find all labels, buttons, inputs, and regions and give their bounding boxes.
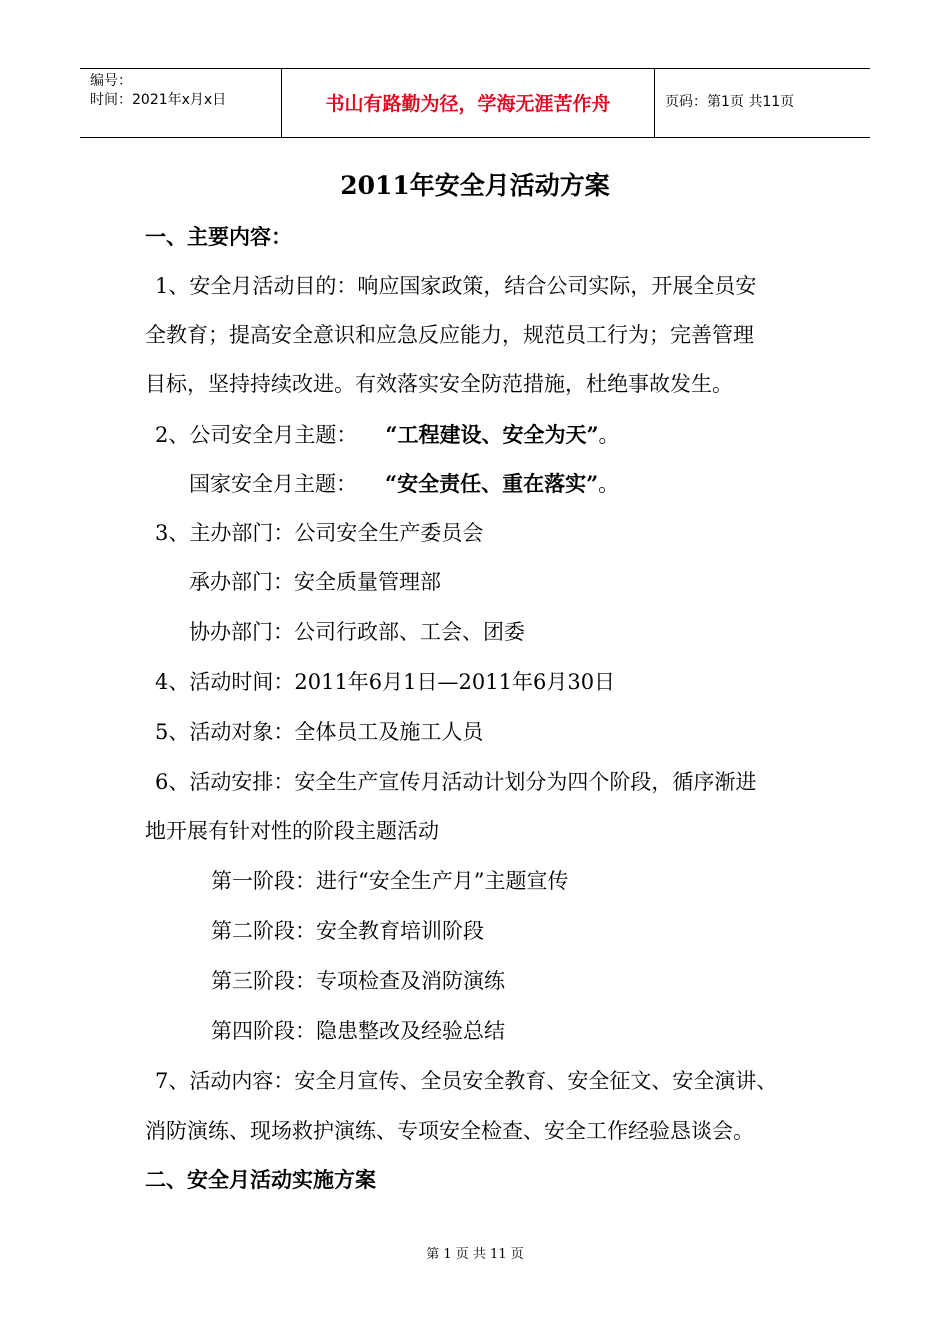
national-theme-row [189, 469, 619, 499]
item7-line1: 7、活动内容：安全月宣传、全员安全教育、安全征文、安全演讲、 [155, 1069, 778, 1093]
item2-label: 2、公司安全月主题： [155, 423, 358, 447]
item3-host: 3、主办部门：公司安全生产委员会 [155, 521, 484, 545]
item7-line2: 消防演练、现场救护演练、专项安全检查、安全工作经验恳谈会。 [145, 1119, 754, 1143]
header-meta-cell [80, 69, 282, 137]
item1-line3: 目标，坚持持续改进。有效落实安全防范措施，杜绝事故发生。 [145, 372, 733, 396]
item3-assist: 协办部门：公司行政部、工会、团委 [189, 620, 525, 644]
item2-theme: “工程建设、安全为天” [385, 422, 599, 447]
header-page-cell [655, 69, 870, 137]
time-label: 时间：2021年x月x日 [90, 92, 227, 108]
motto-text: 书山有路勤为径，学海无涯苦作舟 [325, 93, 611, 115]
page-header [80, 68, 870, 138]
phase1: 第一阶段：进行“安全生产月”主题宣传 [211, 869, 569, 893]
item6-line1: 6、活动安排：安全生产宣传月活动计划分为四个阶段，循序渐进 [155, 770, 757, 794]
phase4: 第四阶段：隐患整改及经验总结 [211, 1019, 505, 1043]
national-end: 。 [598, 472, 620, 496]
national-theme: “安全责任、重在落实” [385, 471, 599, 496]
document-title: 2011年安全月活动方案 [340, 171, 610, 200]
item3-organizer: 承办部门：安全质量管理部 [189, 570, 441, 594]
phase2: 第二阶段：安全教育培训阶段 [211, 919, 484, 943]
item1-line1: 1、安全月活动目的：响应国家政策，结合公司实际，开展全员安 [155, 274, 757, 298]
item4-time: 4、活动时间：2011年6月1日—2011年6月30日 [155, 670, 616, 694]
item2-row [155, 420, 620, 450]
page-footer: 第 1 页 共 11 页 [426, 1247, 524, 1262]
national-label: 国家安全月主题： [189, 472, 357, 496]
item2-end: 。 [598, 423, 620, 447]
number-label: 编号： [90, 73, 132, 89]
section1-heading: 一、主要内容： [145, 224, 292, 249]
item6-line2: 地开展有针对性的阶段主题活动 [145, 819, 439, 843]
header-motto-cell [282, 69, 655, 137]
phase3: 第三阶段：专项检查及消防演练 [211, 969, 505, 993]
item1-line2: 全教育；提高安全意识和应急反应能力，规范员工行为；完善管理 [145, 323, 754, 347]
section2-heading: 二、安全月活动实施方案 [145, 1167, 376, 1192]
header-page-info: 页码：第1页 共11页 [665, 94, 795, 110]
item5-target: 5、活动对象：全体员工及施工人员 [155, 720, 484, 744]
